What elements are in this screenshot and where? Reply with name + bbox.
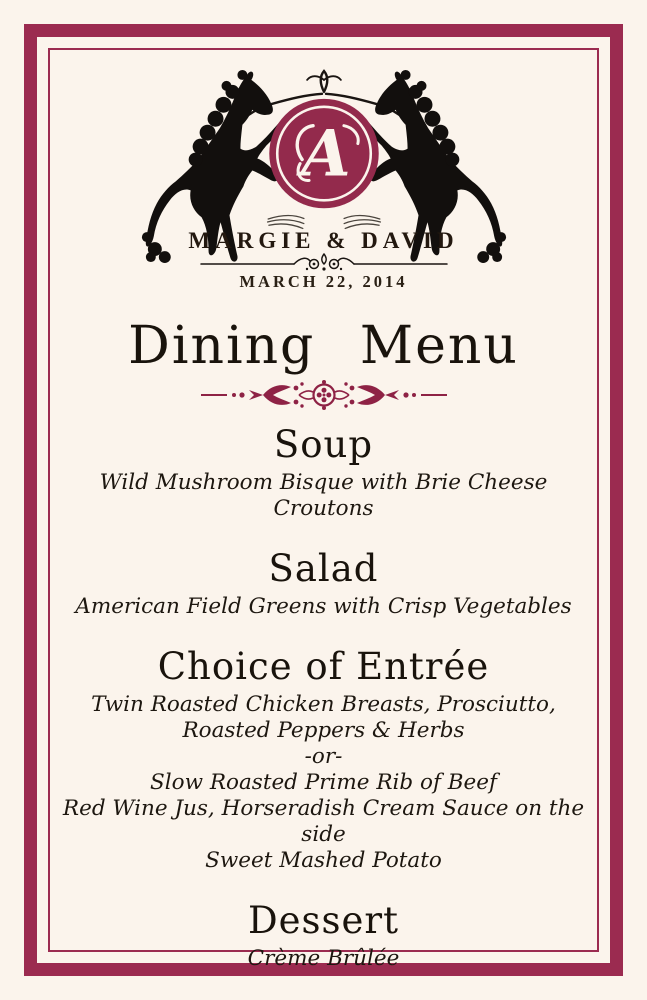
section-title-salad: Salad <box>268 547 379 590</box>
couple-names: MARGIE & DAVID <box>188 228 459 253</box>
menu-item: Red Wine Jus, Horseradish Cream Sauce on the side <box>62 796 585 847</box>
section-items-dessert <box>50 946 597 972</box>
monogram-letter: A <box>300 116 351 192</box>
menu-content <box>50 50 597 971</box>
section-items-soup <box>50 470 597 522</box>
menu-item-or-separator: -or- <box>304 744 343 769</box>
ornament-divider <box>199 380 449 410</box>
menu-item: Sweet Mashed Potato <box>205 848 442 873</box>
menu-item: Crème Brûlée <box>247 946 400 971</box>
section-items-entree <box>50 692 597 874</box>
monogram-circle <box>269 99 378 208</box>
menu-item: Twin Roasted Chicken Breasts, Prosciutto, <box>91 692 556 717</box>
event-date: MARCH 22, 2014 <box>239 272 408 291</box>
page-title: Dining Menu <box>128 316 519 376</box>
menu-item: Slow Roasted Prime Rib of Beef <box>150 770 497 795</box>
section-title-soup: Soup <box>273 423 374 466</box>
section-title-entree: Choice of Entrée <box>157 645 490 688</box>
section-title-dessert: Dessert <box>248 899 399 942</box>
menu-item: American Field Greens with Crisp Vegetables <box>75 594 572 619</box>
section-items-salad <box>50 594 597 620</box>
menu-item: Wild Mushroom Bisque with Brie Cheese Croutons <box>99 470 548 521</box>
menu-item: Roasted Peppers & Herbs <box>182 718 465 743</box>
